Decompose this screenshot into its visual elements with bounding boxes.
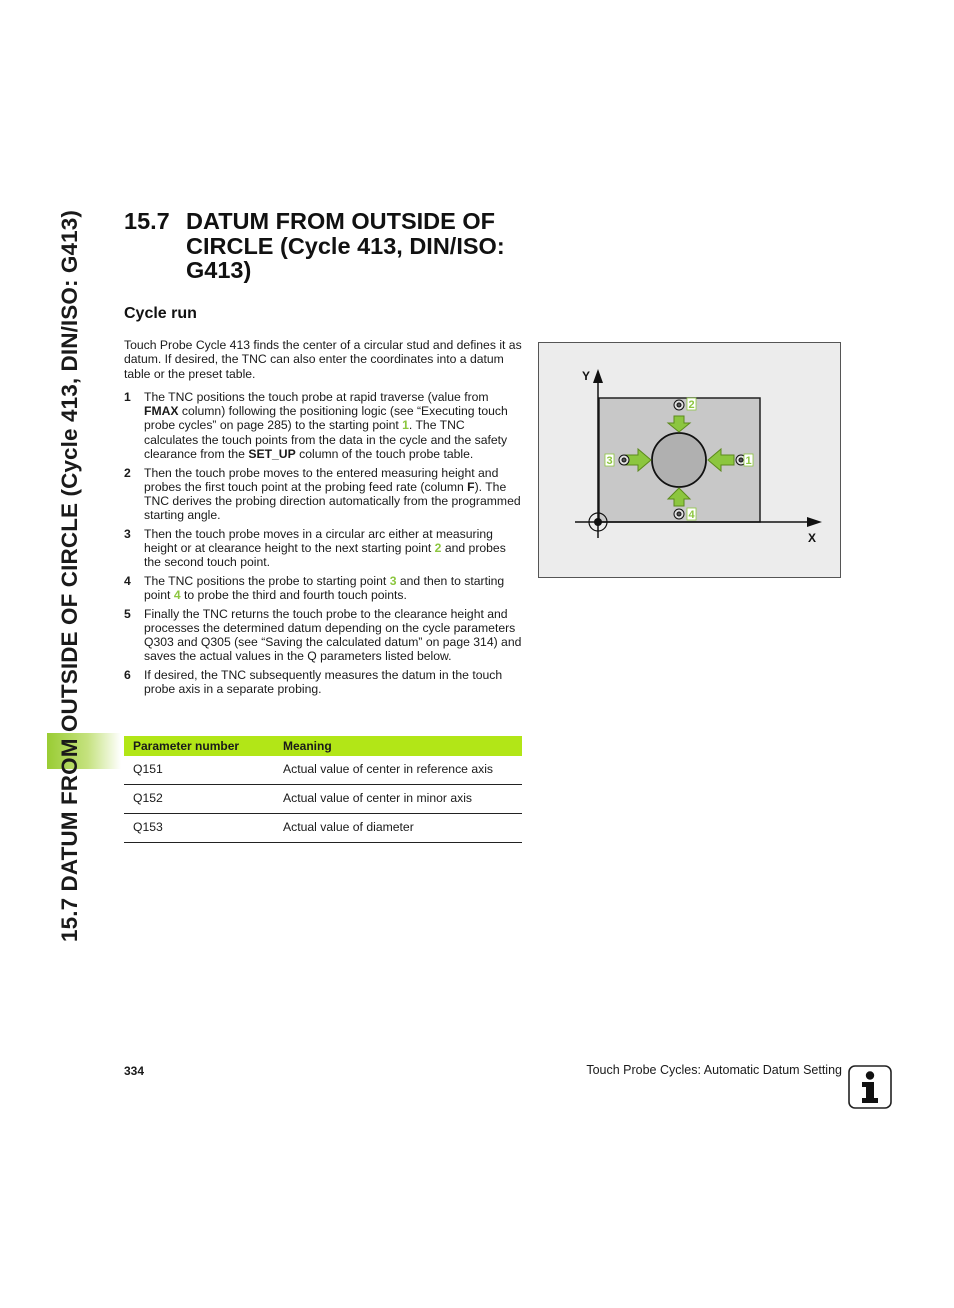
table-cell-meaning: Actual value of center in reference axis: [283, 756, 522, 785]
step-item: [124, 668, 522, 696]
x-axis-arrow: [807, 517, 822, 527]
step-item: [124, 574, 522, 602]
step-item: [124, 607, 522, 664]
table-cell-parameter: Q151: [124, 756, 283, 785]
side-chapter-title: 15.7 DATUM FROM OUTSIDE OF CIRCLE (Cycle 413, DIN/ISO: G413): [57, 210, 82, 942]
step-text-part: column of the touch probe table.: [295, 446, 474, 461]
step-number: 4: [124, 573, 131, 588]
step-text-part: Then the touch probe moves to the entered measuring height and probes the first touch point at the probing feed rate (column: [144, 465, 499, 494]
point-label-4: 4: [688, 509, 695, 521]
table-row: [124, 814, 522, 843]
page-number: 334: [124, 1064, 145, 1078]
step-text-part: and then to starting point: [144, 573, 505, 603]
footer-chapter-title: Touch Probe Cycles: Automatic Datum Setting: [586, 1063, 842, 1077]
point-label-3: 3: [606, 455, 613, 467]
step-point-reference: 3: [389, 573, 397, 588]
step-item: [124, 390, 522, 461]
step-text: [144, 668, 522, 696]
info-icon: [848, 1065, 892, 1109]
step-text: [144, 607, 522, 664]
step-number: 6: [124, 668, 131, 683]
step-point-reference: 1: [402, 418, 409, 433]
table-cell-parameter: Q153: [124, 814, 283, 843]
x-axis-label: X: [808, 531, 817, 545]
step-item: [124, 527, 522, 570]
table-header-parameter: Parameter number: [124, 736, 283, 756]
step-text-part: and probes the second touch point.: [144, 541, 506, 570]
step-number: 5: [124, 606, 131, 621]
table-row: [124, 756, 522, 785]
probe-icon-4: [674, 509, 684, 519]
probe-icon-3: [619, 455, 629, 465]
table-cell-parameter: Q152: [124, 785, 283, 814]
step-item: [124, 466, 522, 523]
step-point-reference: 4: [173, 588, 181, 603]
step-point-reference: 2: [434, 541, 442, 556]
step-number: 3: [124, 526, 131, 541]
sub-heading: Cycle run: [124, 305, 197, 322]
step-keyword: SET_UP: [248, 446, 296, 461]
step-text-part: ). The TNC derives the probing direction automatically from the programmed starting angle.: [144, 479, 521, 523]
step-text-part: to probe the third and fourth touch points.: [180, 588, 407, 603]
intro-paragraph: Touch Probe Cycle 413 finds the center of a circular stud and defines it as datum. If desired, the TNC can also enter the coordinates into a datum table or the preset table.: [124, 338, 522, 381]
table-header-row: [124, 736, 522, 756]
step-text: [144, 574, 522, 602]
y-axis-arrow: [593, 369, 603, 383]
step-number: 2: [124, 465, 131, 480]
table-cell-meaning: Actual value of diameter: [283, 814, 522, 843]
step-text-part: Then the touch probe moves in a circular arc either at measuring height or at clearance height to the next starting point: [144, 526, 493, 556]
step-keyword: FMAX: [144, 404, 179, 419]
point-label-2: 2: [688, 399, 695, 411]
table-header-meaning: Meaning: [283, 736, 522, 756]
y-axis-label: Y: [582, 369, 591, 383]
cycle-diagram-svg: [539, 343, 842, 579]
table-row: [124, 785, 522, 814]
step-text: [144, 466, 522, 523]
step-text-part: If desired, the TNC subsequently measures the datum in the touch probe axis in a separate probing.: [144, 668, 503, 697]
point-label-1: 1: [745, 455, 752, 467]
parameter-table: [124, 736, 522, 843]
step-text-part: Finally the TNC returns the touch probe to the clearance height and processes the determined datum depending on the cycle parameters Q303 and Q305 (see “Saving the calculated datum” on page 314) and saves the actual values in the Q parameters listed below.: [144, 606, 522, 664]
cycle-diagram: [538, 342, 841, 578]
table-cell-meaning: Actual value of center in minor axis: [283, 785, 522, 814]
section-number: 15.7: [124, 208, 170, 234]
section-title: DATUM FROM OUTSIDE OF CIRCLE (Cycle 413, DIN/ISO: G413): [186, 208, 505, 283]
step-number: 1: [124, 390, 131, 404]
step-text-part: column) following the positioning logic (see “Executing touch probe cycles” on page 285) to the starting point: [144, 404, 508, 433]
step-text: [144, 390, 522, 461]
step-text-part: . The TNC calculates the touch points from the data in the cycle and the safety clearance from the: [144, 418, 508, 461]
step-text-part: The TNC positions the probe to starting point: [144, 573, 390, 588]
probe-icon-2: [674, 400, 684, 410]
circular-stud: [652, 433, 706, 487]
step-text: [144, 527, 522, 570]
step-text-part: The TNC positions the touch probe at rapid traverse (value from: [144, 390, 489, 404]
step-keyword: F: [467, 479, 475, 494]
steps-list: [124, 390, 522, 701]
